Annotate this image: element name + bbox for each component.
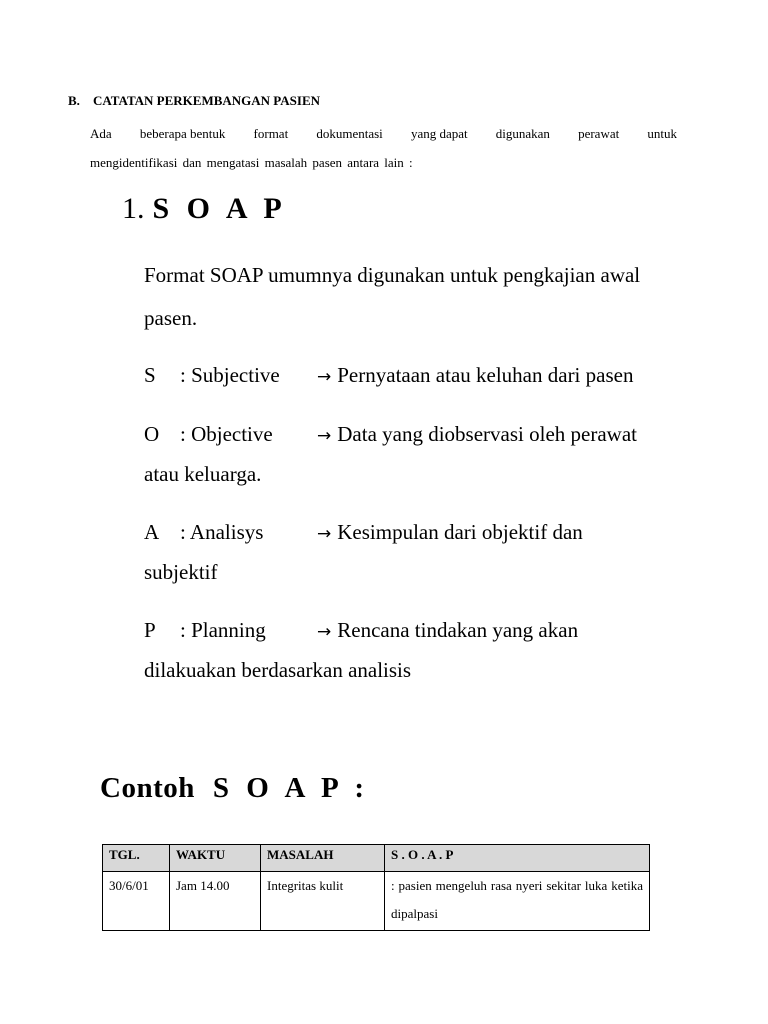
soap-name: : Analisys [180,520,264,544]
soap-key: A [144,520,160,544]
soap-item-continuation: subjektif [144,560,218,584]
section-heading [68,93,320,109]
table-cell-date: 30/6/01 [103,872,170,931]
intro-word: perawat [578,126,620,141]
section-label: B. [68,93,80,108]
soap-desc: Kesimpulan dari objektif dan [337,520,583,544]
intro-line-2: mengidentifikasi dan mengatasi masalah pasen antara lain : [90,155,413,170]
table-cell-problem: Integritas kulit [261,872,385,931]
intro-word: Ada [90,126,112,141]
soap-item-continuation: dilakuakan berdasarkan analisis [144,658,412,682]
intro-word: untuk [647,126,677,141]
soap-item-subjective [144,363,633,388]
example-heading-title: S O A P : [212,772,370,804]
soap-key: S [144,363,156,387]
description-line-2: pasen. [144,306,198,330]
intro-paragraph [90,119,677,177]
column-header-problem: MASALAH [261,845,385,872]
soap-heading [122,192,287,226]
soap-desc: Pernyataan atau keluhan dari pasen [337,363,634,387]
intro-word: digunakan [495,126,550,141]
arrow-right-icon: → [317,622,332,642]
soap-item-analysis [144,520,583,545]
table-cell-soap: : pasien mengeluh rasa nyeri sekitar luka ketika dipalpasi [385,872,650,931]
column-header-time: WAKTU [170,845,261,872]
intro-word: format [253,126,289,141]
arrow-right-icon: → [317,367,332,387]
soap-name: : Planning [180,618,266,642]
soap-name: : Subjective [180,363,280,387]
soap-desc: Rencana tindakan yang akan [337,618,579,642]
example-heading-prefix: Contoh [100,772,195,804]
intro-word: beberapa bentuk [139,126,226,141]
intro-word: dokumentasi [316,126,383,141]
intro-line-1 [90,119,677,148]
description-line-1: Format SOAP umumnya digunakan untuk pengkajian awal [144,263,641,287]
soap-example-table [102,844,650,931]
table-row [103,872,650,931]
section-title: CATATAN PERKEMBANGAN PASIEN [93,93,321,108]
table-header-row [103,845,650,872]
column-header-soap: S . O . A . P [385,845,650,872]
column-header-date: TGL. [103,845,170,872]
soap-name: : Objective [180,422,273,446]
arrow-right-icon: → [317,426,332,446]
table-cell-time: Jam 14.00 [170,872,261,931]
soap-item-continuation: atau keluarga. [144,462,262,486]
intro-word: yang dapat [410,126,468,141]
soap-item-planning [144,618,578,643]
soap-item-objective [144,422,637,447]
soap-key: O [144,422,160,446]
soap-key: P [144,618,156,642]
heading-number: 1. [122,192,145,225]
heading-title: S O A P [152,192,287,225]
example-heading [100,772,369,805]
arrow-right-icon: → [317,524,332,544]
soap-desc: Data yang diobservasi oleh perawat [337,422,637,446]
